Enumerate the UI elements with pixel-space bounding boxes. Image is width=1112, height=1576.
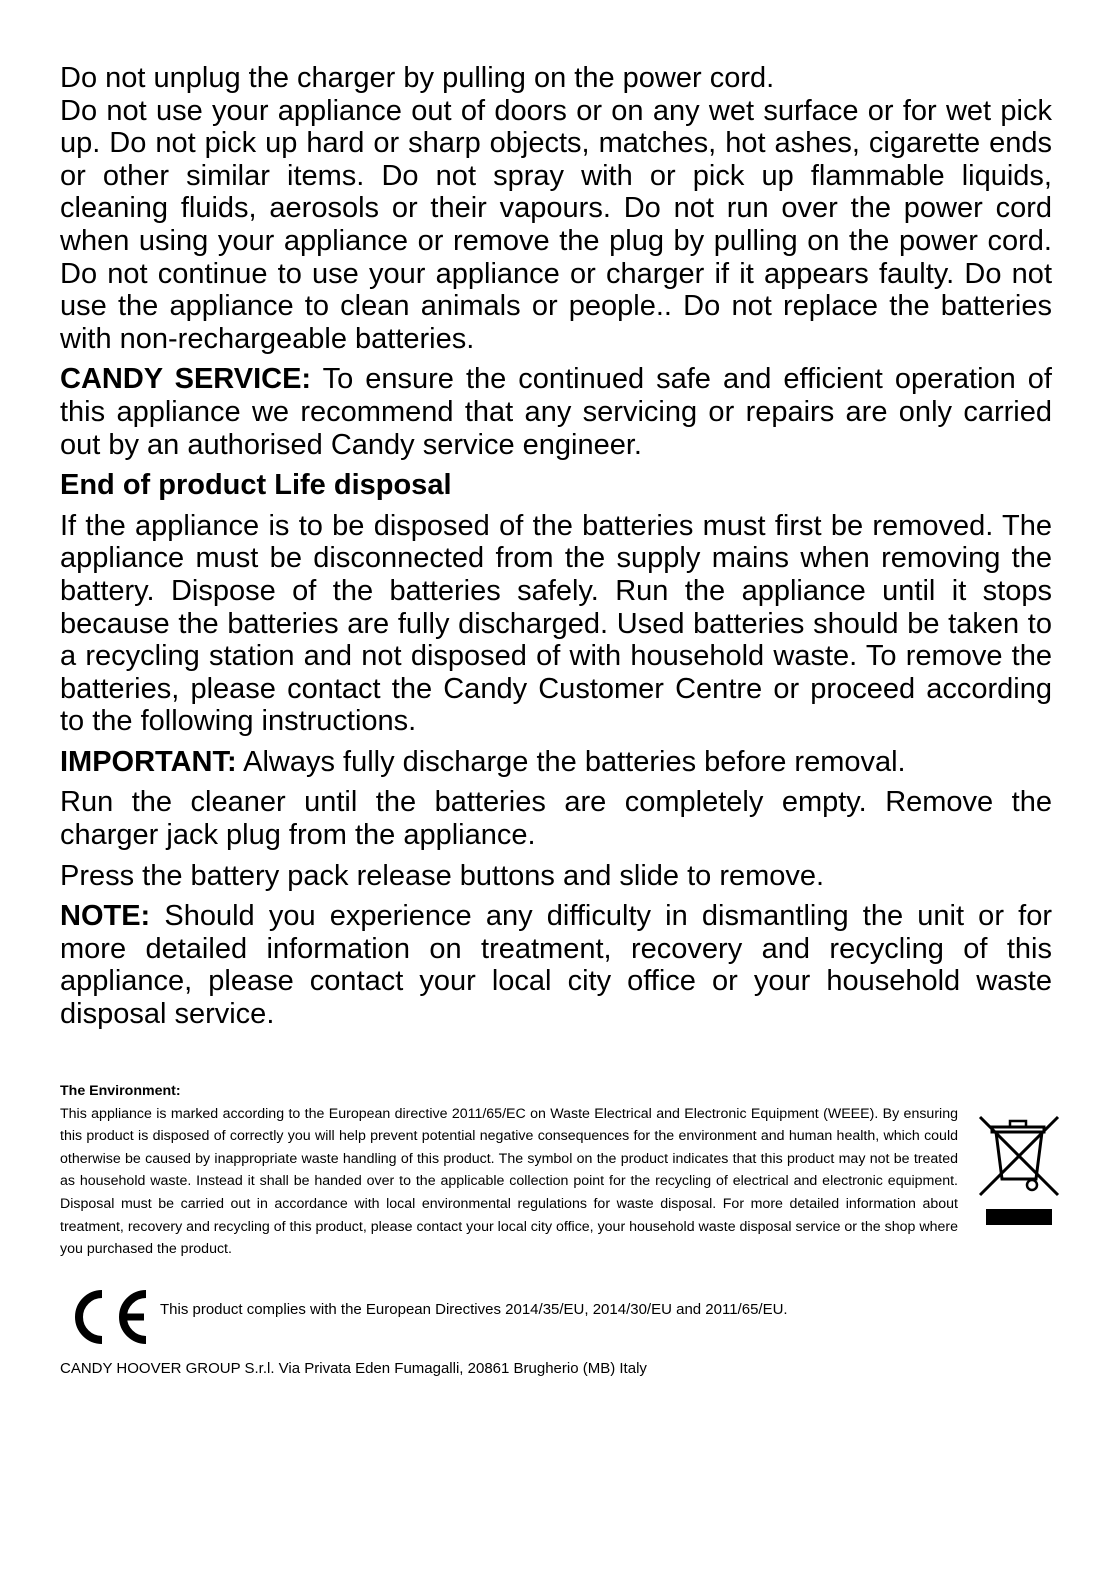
environment-title: The Environment:	[60, 1083, 181, 1099]
important-paragraph	[60, 746, 1052, 779]
run-cleaner-paragraph: Run the cleaner until the batteries are completely empty. Remove the charger jack plug from the appliance.	[60, 786, 1052, 852]
disposal-paragraph: If the appliance is to be disposed of the batteries must first be removed. The appliance must be disconnected from the supply mains when removing the battery. Dispose of the batteries safely. Run the appliance until it stops because the batteries are fully discharged. Used batteries should be taken to a recycling station and not disposed of with household waste. To remove the batteries, please contact the Candy Customer Centre or proceed according to the following instructions.	[60, 509, 1052, 738]
safety-instructions	[60, 62, 1052, 1039]
company-address: CANDY HOOVER GROUP S.r.l. Via Privata Eden Fumagalli, 20861 Brugherio (MB) Italy	[60, 1360, 647, 1377]
compliance-row	[62, 1284, 1052, 1354]
usage-warnings: Do not use your appliance out of doors or on any wet surface or for wet pick up. Do not pick up hard or sharp objects, matches, hot ashes, cigarette ends or other similar items. Do not spray with or pick up flammable liquids, cleaning fluids, aerosols or their vapours. Do not run over the power cord when using your appliance or remove the plug by pulling on the power cord. Do not continue to use your appliance or charger if it appears faulty. Do not use the appliance to clean animals or people.. Do not replace the batteries with non-rechargeable batteries.	[60, 94, 1052, 355]
ce-mark-icon	[62, 1284, 154, 1355]
important-label: IMPORTANT:	[60, 745, 237, 778]
note-label: NOTE:	[60, 900, 151, 933]
note-paragraph	[60, 900, 1052, 1030]
press-release-paragraph: Press the battery pack release buttons and slide to remove.	[60, 859, 825, 892]
candy-service-label: CANDY SERVICE:	[60, 363, 312, 396]
candy-service-paragraph	[60, 363, 1052, 461]
disposal-heading: End of product Life disposal	[60, 469, 452, 502]
compliance-text: This product complies with the European Directives 2014/35/EU, 2014/30/EU and 2011/65/EU.	[160, 1301, 788, 1318]
note-text: Should you experience any difficulty in dismantling the unit or for more detailed information on treatment, recovery and recycling of this appliance, please contact your local city office or your household waste disposal service.	[60, 900, 1052, 1031]
unplug-warning: Do not unplug the charger by pulling on the power cord.	[60, 62, 775, 94]
environment-section	[60, 1080, 1056, 1261]
candy-service-text: To ensure the continued safe and efficient operation of this appliance we recommend that any servicing or repairs are only carried out by an authorised Candy service engineer.	[60, 363, 1052, 461]
environment-body: This appliance is marked according to the European directive 2011/65/EC on Waste Electrical and Electronic Equipment (WEEE). By ensuring this product is disposed of correctly you will help prevent potential negative consequences for the environment and human health, which could otherwise be caused by inappropriate waste handling of this product. The symbol on the product indicates that this product may not be treated as household waste. Instead it shall be handed over to the applicable collection point for the recycling of electrical and electronic equipment. Disposal must be carried out in accordance with local environmental regulations for waste disposal. For more detailed information about treatment, recovery and recycling of this product, please contact your local city office, your household waste disposal service or the shop where you purchased the product.	[60, 1105, 958, 1258]
crossed-out-wheelie-bin-icon	[972, 1103, 1066, 1231]
important-text: Always fully discharge the batteries before removal.	[236, 745, 906, 778]
